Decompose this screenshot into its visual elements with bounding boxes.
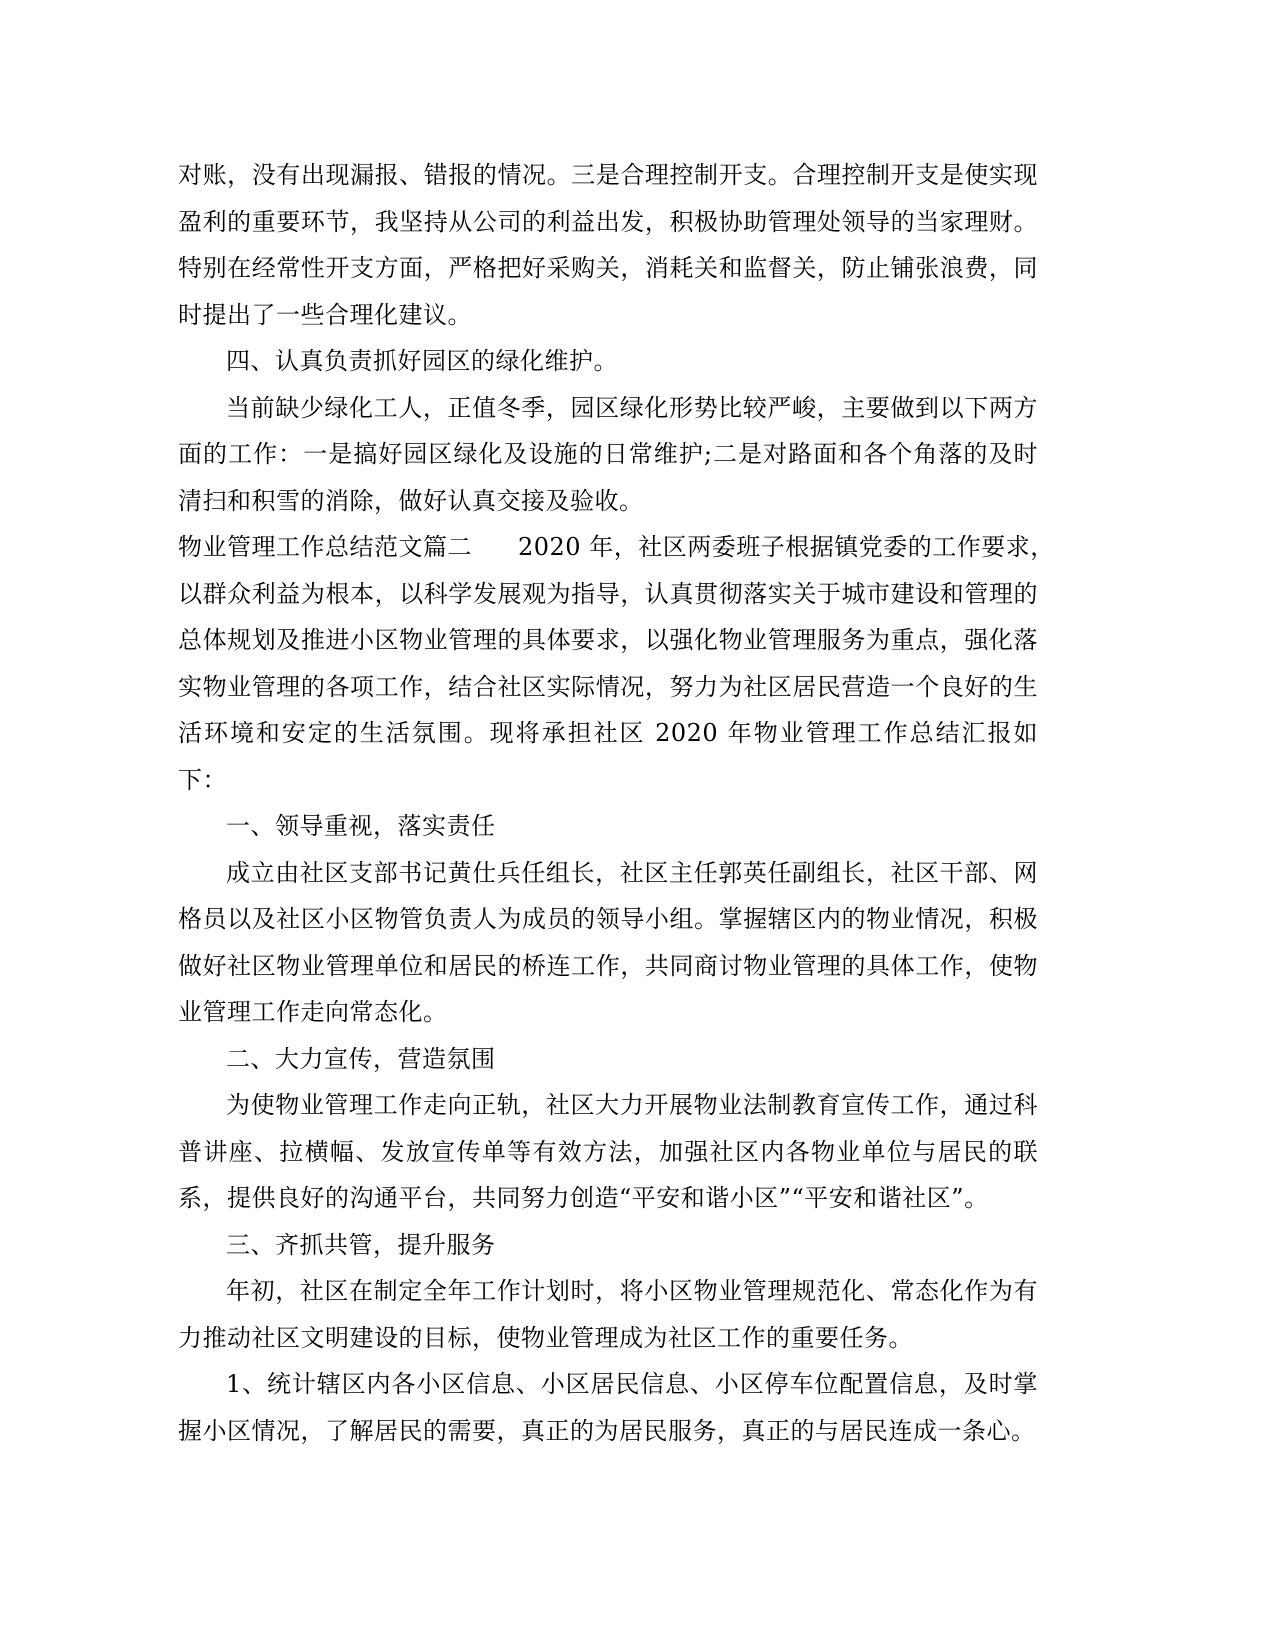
article-intro-start: 2020 年，社区两委班子根据镇党委的工作要求， [518, 533, 1055, 561]
paragraph-statistics: 1、统计辖区内各小区信息、小区居民信息、小区停车位配置信息，及时掌握小区情况，了解居民的需要，真正的为居民服务，真正的与居民连成一条心。 [178, 1370, 1038, 1445]
paragraph-finance-continued: 对账，没有出现漏报、错报的情况。三是合理控制开支。合理控制开支是使实现盈利的重要环节，我坚持从公司的利益出发，积极协助管理处领导的当家理财。特别在经常性开支方面，严格把好采购关，消耗关和监督关，防止铺张浪费，同时提出了一些合理化建议。 [178, 161, 1038, 329]
article-title: 物业管理工作总结范文篇二 [178, 533, 472, 561]
paragraph-greening-work: 当前缺少绿化工人，正值冬季，园区绿化形势比较严峻，主要做到以下两方面的工作：一是搞好园区绿化及设施的日常维护;二是对路面和各个角落的及时清扫和积雪的消除，做好认真交接及验收。 [178, 393, 1038, 515]
heading-publicity: 二、大力宣传，营造氛围 [226, 1044, 496, 1073]
paragraph-service: 年初，社区在制定全年工作计划时，将小区物业管理规范化、常态化作为有力推动社区文明建设的目标，使物业管理成为社区工作的重要任务。 [178, 1277, 1038, 1352]
heading-leadership: 一、领导重视，落实责任 [226, 812, 496, 840]
paragraph-intro: 以群众利益为根本，以科学发展观为指导，认真贯彻落实关于城市建设和管理的总体规划及推进小区物业管理的具体要求，以强化物业管理服务为重点，强化落实物业管理的各项工作，结合社区实际情况，努力为社区居民营造一个良好的生活环境和安定的生活氛围。现将承担社区 2020 年物业管理工作总结汇报如下： [178, 579, 1038, 794]
heading-greening-maintenance: 四、认真负责抓好园区的绿化维护。 [226, 347, 618, 375]
article-title-line [178, 524, 1055, 571]
document-page [178, 152, 1055, 1454]
heading-service: 三、齐抓共管，提升服务 [226, 1230, 496, 1259]
paragraph-leadership: 成立由社区支部书记黄仕兵任组长，社区主任郭英任副组长，社区干部、网格员以及社区小区物管负责人为成员的领导小组。掌握辖区内的物业情况，积极做好社区物业管理单位和居民的桥连工作，共同商讨物业管理的具体工作，使物业管理工作走向常态化。 [178, 858, 1038, 1026]
paragraph-publicity: 为使物业管理工作走向正轨，社区大力开展物业法制教育宣传工作，通过科普讲座、拉横幅、发放宣传单等有效方法，加强社区内各物业单位与居民的联系，提供良好的沟通平台，共同努力创造“平安和谐小区”“平安和谐社区”。 [178, 1091, 1038, 1212]
